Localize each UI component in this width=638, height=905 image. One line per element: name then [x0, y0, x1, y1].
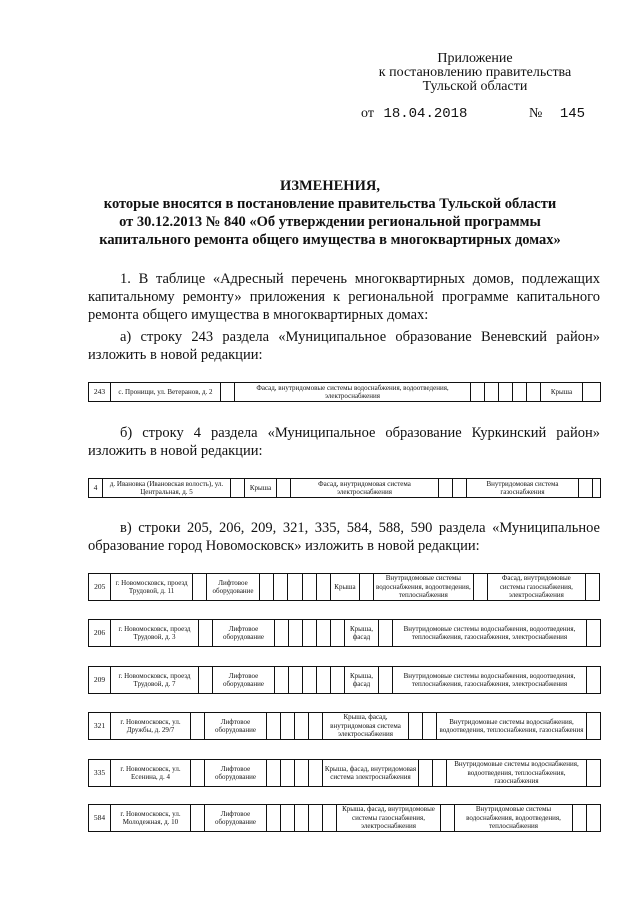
row-systems: Внутридомовые системы водоснабжения, водоотведения, теплоснабжения: [373, 574, 473, 601]
row-number: 206: [89, 620, 111, 647]
table-row-321: [88, 712, 601, 740]
row-address: д. Ивановка (Ивановская волость), ул. Центральная, д. 5: [103, 479, 231, 498]
row-gas: Внутридомовая система газоснабжения: [467, 479, 579, 498]
row-lift: Лифтовое оборудование: [207, 574, 260, 601]
paragraph-b: б) строку 4 раздела «Муниципальное образование Куркинский район» изложить в новой редакции:: [88, 425, 600, 459]
table-row-209: [88, 666, 601, 694]
number-sign: №: [528, 106, 543, 121]
row-lift: Лифтовое оборудование: [213, 667, 275, 694]
row-roof: Крыша, фасад, внутридомовые системы газоснабжения, электроснабжения: [337, 805, 441, 832]
appendix-label: Приложение: [437, 51, 513, 66]
row-roof: Крыша: [541, 383, 583, 402]
table-row-4: [88, 478, 601, 498]
row-roof: Крыша, фасад, внутридомовая система электроснабжения: [323, 713, 409, 740]
row-roof: Крыша, фасад, внутридомовая система электроснабжения: [323, 760, 419, 787]
row-facade: Фасад, внутридомовая система электроснабжения: [291, 479, 439, 498]
paragraph-c: в) строки 205, 206, 209, 321, 335, 584, 588, 590 раздела «Муниципальное образование город Новомосковск» изложить в новой редакции:: [88, 520, 600, 554]
row-roof: Крыша, фасад: [345, 667, 379, 694]
row-address: г. Новомосковск, ул. Есенина, д. 4: [111, 760, 191, 787]
doc-title-line3: от 30.12.2013 № 840 «Об утверждении региональной программы: [119, 214, 541, 230]
row-lift: Лифтовое оборудование: [205, 760, 267, 787]
row-lift: Лифтовое оборудование: [205, 805, 267, 832]
table-row-335: [88, 759, 601, 787]
paragraph-1: 1. В таблице «Адресный перечень многоквартирных домов, подлежащих капитальному ремонту» приложения к региональной программе капитального ремонта общего имущества в многоквартирных домах:: [88, 271, 600, 323]
table-row-206: [88, 619, 601, 647]
row-address: г. Новомосковск, ул. Молодежная, д. 10: [111, 805, 191, 832]
doc-title: ИЗМЕНЕНИЯ,: [280, 178, 380, 194]
row-number: 584: [89, 805, 111, 832]
row-number: 243: [89, 383, 111, 402]
row-number: 205: [89, 574, 111, 601]
row-address: г. Новомосковск, проезд Трудовой, д. 11: [111, 574, 192, 601]
resolution-date-line: [361, 107, 585, 121]
row-roof: Крыша, фасад: [345, 620, 379, 647]
row-lift: Лифтовое оборудование: [205, 713, 267, 740]
resolution-date: 18.04.2018: [383, 106, 468, 122]
row-number: 4: [89, 479, 103, 498]
row-roof: Крыша: [245, 479, 277, 498]
doc-title-line4: капитального ремонта общего имущества в многоквартирных домах»: [99, 232, 561, 248]
appendix-region: Тульской области: [422, 79, 528, 94]
row-systems: Внутридомовые системы водоснабжения, водоотведения, теплоснабжения, газоснабжения, электроснабжения: [393, 620, 587, 647]
row-address: г. Новомосковск, проезд Трудовой, д. 7: [111, 667, 199, 694]
appendix-resolution: к постановлению правительства: [378, 65, 572, 80]
row-number: 321: [89, 713, 111, 740]
table-row-243: [88, 382, 601, 402]
row-systems: Внутридомовые системы водоснабжения, водоотведения, теплоснабжения: [455, 805, 573, 832]
row-systems: Внутридомовые системы водоснабжения, водоотведения, теплоснабжения, газоснабжения: [447, 760, 587, 787]
row-systems: Внутридомовые системы водоснабжения, водоотведения, теплоснабжения, газоснабжения: [437, 713, 587, 740]
row-address: г. Новомосковск, проезд Трудовой, д. 3: [111, 620, 199, 647]
row-facade: Фасад, внутридомовые системы газоснабжения, электроснабжения: [487, 574, 585, 601]
date-prefix: от: [361, 106, 374, 121]
row-roof: Крыша: [331, 574, 360, 601]
row-address: с. Пронищи, ул. Ветеранов, д. 2: [111, 383, 221, 402]
row-lift: Лифтовое оборудование: [213, 620, 275, 647]
resolution-number: 145: [559, 106, 586, 122]
row-number: 335: [89, 760, 111, 787]
row-systems: Внутридомовые системы водоснабжения, водоотведения, теплоснабжения, газоснабжения, электроснабжения: [393, 667, 587, 694]
table-row-584: [88, 804, 601, 832]
row-works: Фасад, внутридомовые системы водоснабжения, водоотведения, электроснабжения: [235, 383, 471, 402]
doc-title-line2: которые вносятся в постановление правительства Тульской области: [103, 196, 557, 212]
row-number: 209: [89, 667, 111, 694]
paragraph-a: а) строку 243 раздела «Муниципальное образование Веневский район» изложить в новой редакции:: [88, 329, 600, 363]
row-address: г. Новомосковск, ул. Дружбы, д. 29/7: [111, 713, 191, 740]
table-row-205: [88, 573, 600, 601]
